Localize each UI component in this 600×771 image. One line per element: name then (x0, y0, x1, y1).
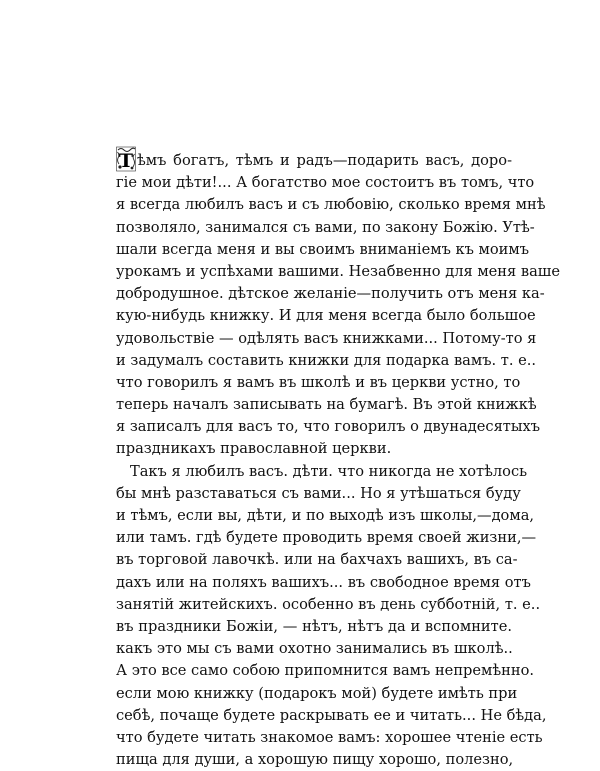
paragraph-1-line-1-text: ѣмъ богатъ, тѣмъ и радъ—подарить васъ, доро- (137, 151, 512, 169)
paragraph-1-line: и задумалъ составить книжки для подарка вамъ. т. е.. (116, 351, 537, 369)
paragraph-2-line: или тамъ. гдѣ будете проводить время своей жизни,— (116, 529, 537, 547)
paragraph-1-line: удовольствіе — одѣлять васъ книжками... Потому-то я (116, 329, 537, 347)
paragraph-2-line: себѣ, почаще будете раскрывать ее и читать... Не бѣда, (116, 706, 547, 724)
paragraph-1-line: я записалъ для васъ то, что говорилъ о двунадесятыхъ (116, 418, 540, 436)
paragraph-1-line-1 (116, 150, 512, 172)
paragraph-2-line: если мою книжку (подарокъ мой) будете имѣть при (116, 684, 518, 702)
paragraph-1-line: позволяло, занимался съ вами, по закону Божію. Утѣ- (116, 218, 535, 236)
paragraph-2-line: пища для души, а хорошую пищу хорошо, полезно, (116, 751, 514, 769)
paragraph-2-line: занятій житейскихъ. особенно въ день субботній, т. е.. (116, 595, 541, 613)
paragraph-1-line: кую-нибудь книжку. И для меня всегда было большое (116, 307, 536, 325)
paragraph-2-line: А это все само собою припомнится вамъ непремѣнно. (116, 662, 535, 680)
paragraph-1-line: урокамъ и успѣхами вашими. Незабвенно для меня ваше (116, 262, 561, 280)
paragraph-2-line: дахъ или на поляхъ вашихъ... въ свободное время отъ (116, 573, 531, 591)
paragraph-2-line: и тѣмъ, если вы, дѣти, и по выходѣ изъ школы,—дома, (116, 507, 535, 524)
paragraph-2-line: бы мнѣ разставаться съ вами... Но я утѣшаться буду (116, 484, 521, 502)
paragraph-1-line: праздникахъ православной церкви. (116, 440, 392, 458)
paragraph-1-line: я всегда любилъ васъ и съ любовію, сколько время мнѣ (116, 196, 546, 214)
paragraph-2-line: какъ это мы съ вами охотно занимались въ школѣ.. (116, 640, 513, 658)
document-page (116, 150, 561, 771)
ornamental-dropcap-icon (116, 146, 136, 172)
paragraph-2-line: Такъ я любилъ васъ. дѣти. что никогда не хотѣлось (130, 462, 528, 480)
paragraph-2-line: въ праздники Божіи, — нѣтъ, нѣтъ да и вспомните. (116, 617, 512, 635)
paragraph-2-line: что будете читать знакомое вамъ: хорошее чтеніе есть (116, 728, 543, 746)
dropcap-letter: Т (118, 150, 134, 173)
paragraph-2-line: въ торговой лавочкѣ. или на бахчахъ вашихъ, въ са- (116, 551, 518, 569)
paragraph-1-line: добродушное. дѣтское желаніе—получить отъ меня ка- (116, 285, 545, 303)
paragraph-1-line: что говорилъ я вамъ въ школѣ и въ церкви устно, то (116, 373, 521, 391)
paragraph-1-line: гіе мои дѣти!... А богатство мое состоитъ въ томъ, что (116, 174, 535, 192)
paragraph-1-line: теперь началъ записывать на бумагѣ. Въ этой книжкѣ (116, 396, 537, 414)
paragraph-1-line: шали всегда меня и вы своимъ вниманіемъ къ моимъ (116, 240, 530, 258)
